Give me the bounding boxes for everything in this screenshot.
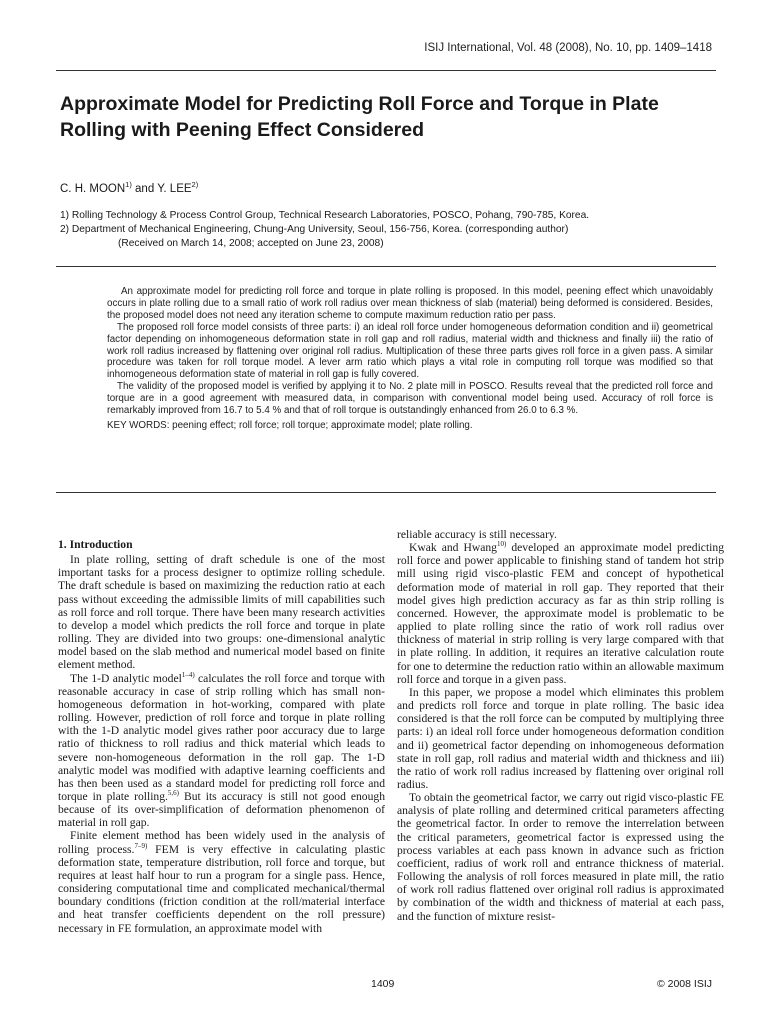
body-paragraph: In plate rolling, setting of draft schedule is one of the most important tasks for a process designer to optimize rolling schedule. The draft schedule is based on maximizing the reduction ratio at each pass without exceeding the admissible limits of mill capabilities such as roll force and roll torque. There have been many research activities to develop a model which predicts the roll force and torque in plate rolling. They are divided into two groups: one-dimensional analytic model based on the slab method and numerical model based on finite element method. xyxy=(58,553,385,672)
citation: 1–4) xyxy=(181,670,195,679)
citation: 7–9) xyxy=(134,841,148,850)
body-paragraph: In this paper, we propose a model which eliminates this problem and predicts roll force and torque in plate rolling. The basic idea considered is that the roll force can be computed by multiplying three parts: i) an ideal roll force under homogeneous deformation condition and ii) geometrical factor depending on inhomogeneous deformation state in roll gap, roll radius and material width and thickness and iii) the ratio of work roll radius increased by flattening over original roll radius. xyxy=(397,685,724,791)
author-list xyxy=(60,180,198,195)
author-name: C. H. MOON xyxy=(60,182,126,195)
journal-citation: ISIJ International, Vol. 48 (2008), No. 10, pp. 1409–1418 xyxy=(424,42,712,54)
body-paragraph: To obtain the geometrical factor, we carry out rigid visco-plastic FE analysis of plate rolling and determined critical parameters affecting the geometrical factor. In order to remove the interrelation between the critical parameters, geometrical factor is expressed using the process variables at each pass known in advance such as friction coefficient, radius of work roll and entrance thickness of material. Following the analysis of roll forces measured in plate mill, the ratio of work roll radius flattened over original roll radius is approximated by combination of the width and thickness of material at each pass, and the function of mixture resist- xyxy=(397,791,724,923)
citation: 10) xyxy=(496,540,507,549)
page-number: 1409 xyxy=(371,978,395,990)
affiliation-marker: 1) xyxy=(125,180,132,189)
abstract-paragraph: An approximate model for predicting roll force and torque in plate rolling is proposed. In this model, peening effect which unavoidably occurs in plate rolling due to a small ratio of work roll radius over mean thickness of slab (material) being deformed is considered. Besides, the proposed model does not need any iteration scheme to compute maximum reduction ratio per pass. xyxy=(107,286,713,321)
top-divider xyxy=(56,70,716,71)
body-paragraph: Finite element method has been widely used in the analysis of rolling process.$^{7-9)}$ FEM is very effective in calculating plastic deformation state, temperature distribution, roll force and torque, but requires at least half hour to run a program for a single pass. Hence, considering computational time and complicated mechanical/thermal boundary conditions (friction condition at the roll/material interface and heat transfer coefficients dependent on the roll pressure) necessary in FE formulation, an approximate model with xyxy=(58,829,386,935)
affiliations xyxy=(60,209,740,237)
citation: 5,6) xyxy=(167,789,180,798)
abstract-paragraph: The proposed roll force model consists of three parts: i) an ideal roll force under homogeneous deformation condition and ii) geometrical factor depending on inhomogeneous deformation state in roll gap and roll radius, material width and thickness and finally iii) the ratio of work roll radius increased by flattening over original roll radius. Multiplication of these three parts gives roll force in a given pass. A similar procedure was taken for roll torque model. A lever arm ratio which plays a vital role in computing roll torque was modified so that inhomogeneous deformation state of material in roll gap is fully covered. xyxy=(107,321,713,381)
affiliation-line: 1) Rolling Technology & Process Control Group, Technical Research Laboratories, POSCO, Pohang, 790-785, Korea. xyxy=(60,210,590,221)
section-heading: 1. Introduction xyxy=(58,538,133,551)
author-name: Y. LEE xyxy=(157,182,192,195)
affiliation-line: 2) Department of Mechanical Engineering, Chung-Ang University, Seoul, 156-756, Korea. (corresponding author) xyxy=(60,224,569,235)
paper-title: Approximate Model for Predicting Roll Force and Torque in Plate Rolling with Peening Effect Considered xyxy=(60,93,659,141)
body-paragraph: The 1-D analytic model$^{1-4)}$ calculates the roll force and torque with reasonable accuracy in case of strip rolling which has small non-homogeneous deformation in hot-working, compared with plate rolling. However, prediction of roll force and torque in plate rolling with the 1-D analytic model gives rather poor accuracy due to large ratio of thickness to roll radius and thick material which leads to severe non-homogeneous deformation in the roll gap. The 1-D analytic model was modified with adaptive learning coefficients and has then been used as a standard model for predicting roll force and torque in plate rolling.$^{5,6)}$ But its accuracy is still not good enough because of its over-simplification of deformation phenomenon of material in roll gap. xyxy=(58,670,385,830)
keywords: KEY WORDS: peening effect; roll force; roll torque; approximate model; plate rolling. xyxy=(107,419,473,431)
affiliation-marker: 2) xyxy=(191,180,199,189)
abstract-top-divider xyxy=(56,266,716,267)
body-paragraph: Kwak and Hwang$^{10)}$ developed an approximate model predicting roll force and power applicable to finishing stand of tandem hot strip mill using rigid visco-plastic FEM and concept of hypothetical deformation mode of material in roll gap. They reported that their model gives high prediction accuracy as far as thin strip rolling is concerned. However, the approximate model is problematic to be applied to plate rolling since the ratio of work roll radius over thickness of material in strip rolling is very large compared with that in plate rolling. In addition, it requires an iterative calculation route for one to determine the reduction ratio within an allowable maximum roll force and torque in a given pass. xyxy=(397,540,724,686)
abstract-bottom-divider xyxy=(56,492,716,493)
body-paragraph: reliable accuracy is still necessary. xyxy=(397,528,557,541)
abstract-paragraph: The validity of the proposed model is verified by applying it to No. 2 plate mill in POSCO. Results reveal that the predicted roll force and torque are in a good agreement with measured data, in comparison with conventional model being used. Accuracy of roll force is remarkably improved from 16.7 to 5.4 % and that of roll torque is outstandingly enhanced from 26.0 to 6.3 %. xyxy=(107,381,713,417)
right-column xyxy=(397,528,724,923)
author-conjunction: and xyxy=(131,182,158,195)
copyright-notice: © 2008 ISIJ xyxy=(656,978,712,990)
abstract xyxy=(107,286,713,432)
left-column xyxy=(58,528,385,935)
received-dates: (Received on March 14, 2008; accepted on June 23, 2008) xyxy=(118,238,384,249)
